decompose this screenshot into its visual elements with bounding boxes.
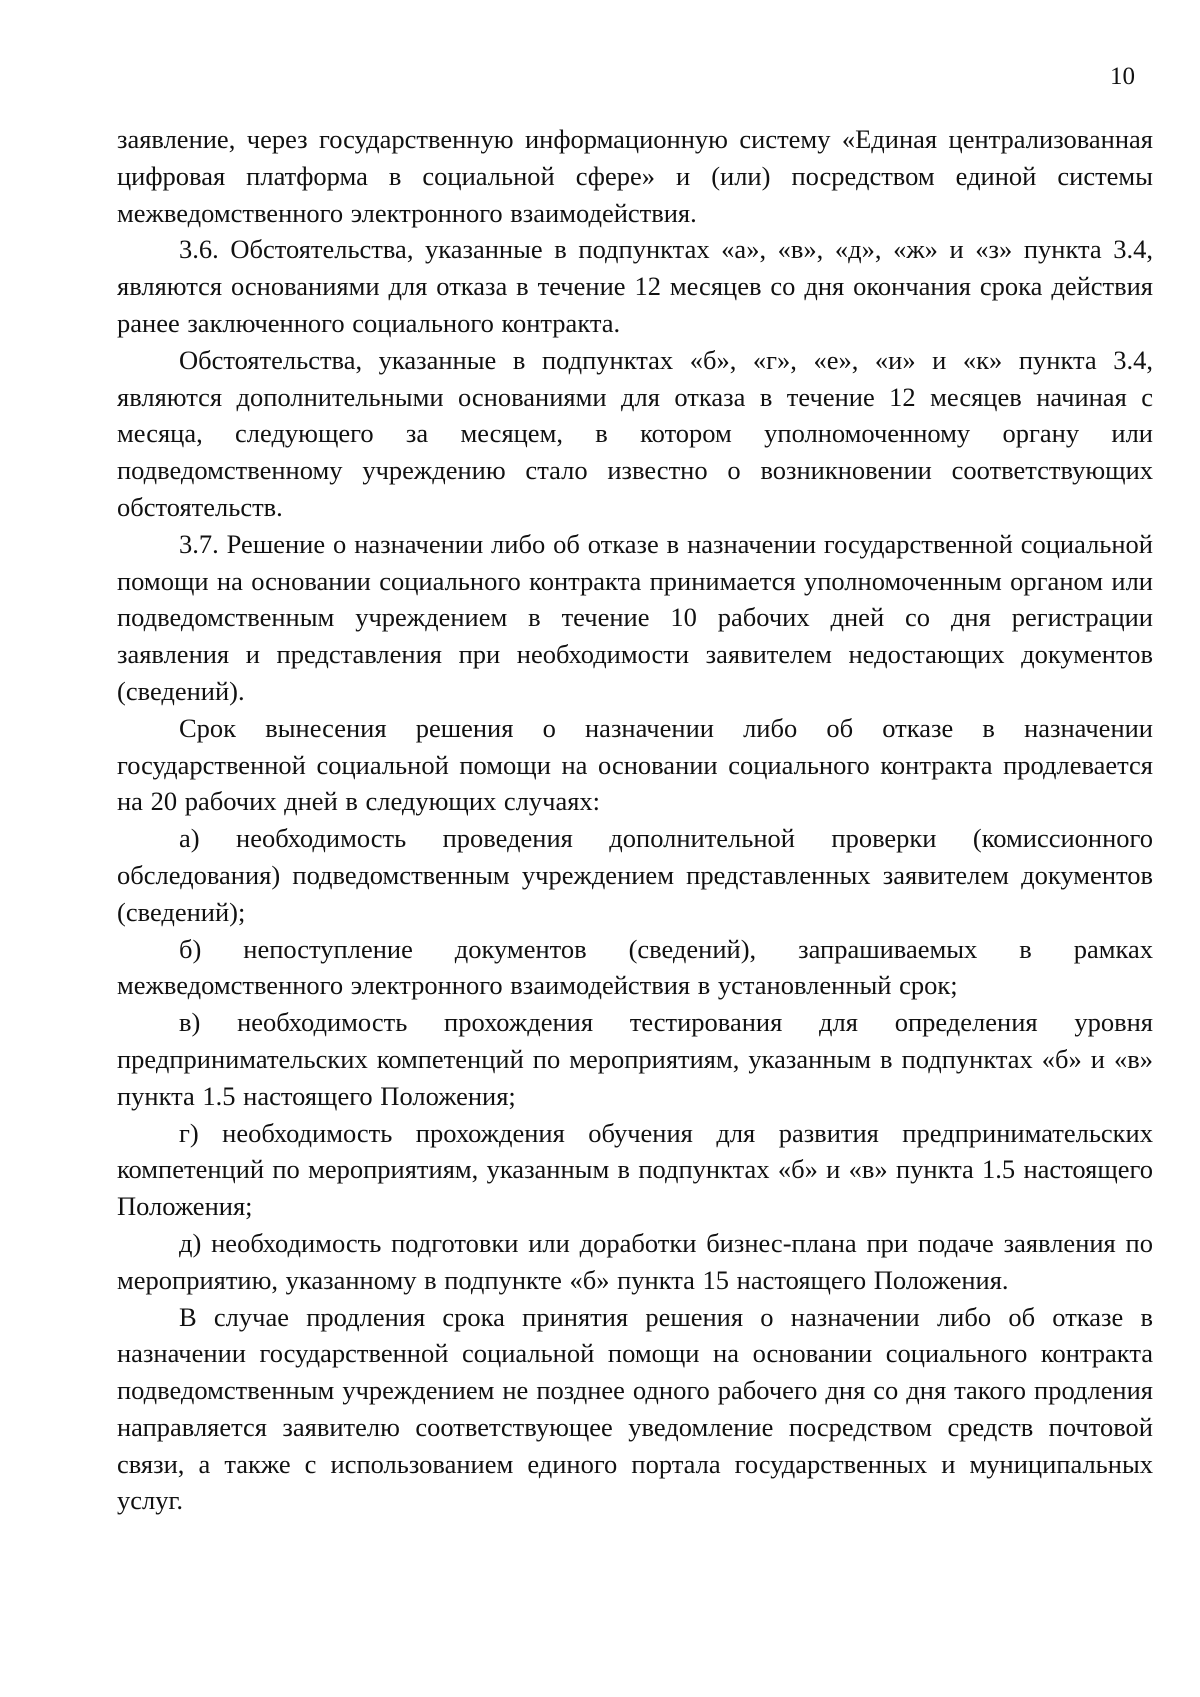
paragraph-extension-notice: В случае продления срока принятия решения о назначении либо об отказе в назначении государственной социальной помощи на основании социального контракта подведомственным учреждением не позднее одного рабочего дня со дня такого продления направляется заявителю соответствующее уведомление посредством средств почтовой связи, а также с использованием единого портала государственных и муниципальных услуг. <box>117 1301 1153 1516</box>
list-item-a: а) необходимость проведения дополнительной проверки (комиссионного обследования) подведомственным учреждением представленных заявителем документов (сведений); <box>117 823 1153 927</box>
document-body <box>117 121 1153 1519</box>
paragraph-extension-term: Срок вынесения решения о назначении либо об отказе в назначении государственной социальной помощи на основании социального контракта продлевается на 20 рабочих дней в следующих случаях: <box>117 712 1153 817</box>
paragraph-3-7: 3.7. Решение о назначении либо об отказе в назначении государственной социальной помощи на основании социального контракта принимается уполномоченным органом или подведомственным учреждением в течение 10 рабочих дней со дня регистрации заявления и представления при необходимости заявителем недостающих документов (сведений). <box>117 528 1153 706</box>
paragraph-circumstances: Обстоятельства, указанные в подпунктах «б», «г», «е», «и» и «к» пункта 3.4, являются дополнительными основаниями для отказа в течение 12 месяцев начиная с месяца, следующего за месяцем, в котором уполномоченному органу или подведомственному учреждению стало известно о возникновении соответствующих обстоятельств. <box>117 344 1153 522</box>
list-item-g: г) необходимость прохождения обучения для развития предпринимательских компетенций по мероприятиям, указанным в подпунктах «б» и «в» пункта 1.5 настоящего Положения; <box>117 1117 1153 1222</box>
list-item-b: б) непоступление документов (сведений), запрашиваемых в рамках межведомственного электронного взаимодействия в установленный срок; <box>117 933 1153 1001</box>
paragraph-continuation: заявление, через государственную информационную систему «Единая централизованная цифровая платформа в социальной сфере» и (или) посредством единой системы межведомственного электронного взаимодействия. <box>117 124 1153 228</box>
page-number: 10 <box>1110 63 1135 90</box>
paragraph-3-6: 3.6. Обстоятельства, указанные в подпунктах «а», «в», «д», «ж» и «з» пункта 3.4, являются основаниями для отказа в течение 12 месяцев со дня окончания срока действия ранее заключенного социального контракта. <box>117 234 1153 338</box>
list-item-d: д) необходимость подготовки или доработки бизнес-плана при подаче заявления по мероприятию, указанному в подпункте «б» пункта 15 настоящего Положения. <box>117 1227 1153 1295</box>
list-item-v: в) необходимость прохождения тестирования для определения уровня предпринимательских компетенций по мероприятиям, указанным в подпунктах «б» и «в» пункта 1.5 настоящего Положения; <box>117 1007 1153 1111</box>
